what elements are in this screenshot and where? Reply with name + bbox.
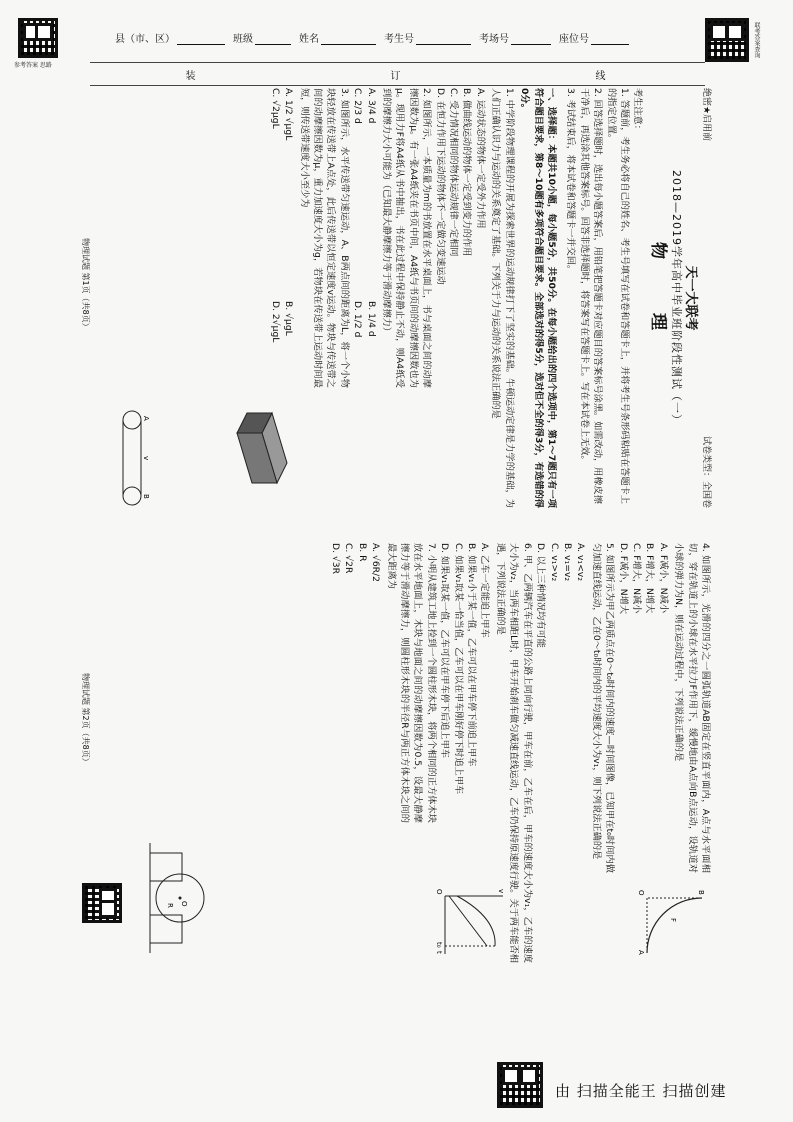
qr-code-inline — [82, 883, 122, 923]
option: C. 受力情况相同的物体运动规律一定相同 — [448, 88, 460, 257]
binding-char: 订 — [390, 70, 405, 82]
option: B. R — [356, 543, 368, 562]
field-seat-number[interactable]: 座位号 — [559, 30, 629, 45]
field-class[interactable]: 班级 — [233, 30, 291, 45]
option: A. v₁<v₂ — [575, 543, 587, 581]
field-county[interactable]: 县（市、区） — [115, 30, 225, 45]
option: B. F增大，N增大 — [644, 543, 656, 614]
binding-char: 装 — [185, 70, 200, 82]
qr-caption-left: 参考答案 思路 — [14, 62, 52, 69]
option: C. v₁>v₂ — [548, 543, 560, 582]
figure-label: O — [637, 890, 645, 896]
option: D. F减小，N增大 — [617, 543, 629, 615]
arc-track-figure — [637, 888, 707, 958]
confidential-label: 绝密★启用前 — [701, 88, 711, 142]
question-5-options — [534, 543, 588, 963]
field-exam-number[interactable]: 考生号 — [384, 30, 471, 45]
qr-code-query — [705, 18, 749, 62]
question-7-stem: 7. 小明从建筑工地上捡到一个圆柱形木块，将两个相同的正方体木块放在水平地面上，木块与地面之间的动摩擦因数为0.5，设最大静摩擦力等于滑动摩擦力，则圆柱形木块的半径R与两正方体木块之间的最大距离为 — [385, 543, 437, 823]
qr-caption-right: 联考答案查询 — [753, 22, 760, 58]
question-2-stem: 2. 如图所示，一本质量为m的书放置在水平桌面上，书与桌面之间的动摩擦因数为μ。有一张A4纸夹在书页中间，A4纸与书页间的动摩擦因数也为μ。现用力F将A4纸从书中抽出，书在此过程中保持静止不动，则A4纸受到的摩擦力大小可能为（已知最大静摩擦力等于滑动摩擦力） — [381, 88, 433, 388]
option: D. 如果v₁取某一值，乙车可以在甲车停下后追上甲车 — [439, 543, 451, 758]
option: C. √2R — [343, 543, 355, 574]
figure-label: A — [142, 416, 150, 421]
page-footer: 物理试题 第2页（共8页） — [81, 673, 90, 766]
scanner-qr-code — [497, 1062, 543, 1108]
option: C. 如果v₁取某一恰当值，乙车可以在甲车刚好停下时追上甲车 — [452, 543, 464, 795]
field-room-number[interactable]: 考场号 — [479, 30, 551, 45]
option: C. 2/3 d — [352, 88, 364, 124]
note-item: 1. 答题前，考生务必将自己的姓名、考生号填写在试卷和答题卡上，并将考生号条形码粘贴在答题卡上的指定位置。 — [605, 88, 630, 504]
option: A. 1/2 √μgL — [283, 88, 295, 141]
conveyor-figure — [112, 408, 152, 508]
question-2-options — [364, 88, 377, 508]
question-5-stem: 5. 如图所示为甲乙两质点在0～t₀时间内的速度—时间图像，已知甲在t₀时间内做匀加速直线运动，乙在0～t₀时间内的平均速度大小为v₁，则下列说法正确的是 — [590, 543, 616, 873]
notes-heading: 考生注意： — [632, 88, 644, 134]
figure-label: t — [435, 951, 443, 954]
option: B. √μgL — [283, 301, 295, 336]
book-figure — [232, 408, 292, 488]
figure-label: B — [142, 494, 150, 499]
question-6-stem: 6. 甲、乙两辆汽车在平直的公路上同向行驶，甲车在前，乙车在后，甲车的速度大小为v₁，乙车的速度大小为v₂，当两车相距L时，甲车开始刹车做匀减速直线运动，乙车仍保持原速度行驶。关于两车能否相遇，下列说法正确的是 — [494, 543, 533, 963]
question-7-options — [329, 543, 383, 963]
option: D. 在恒力作用下运动的物体不一定做匀变速运动 — [434, 88, 446, 285]
option: C. √2μgL — [269, 88, 281, 129]
option: A. 3/4 d — [365, 88, 377, 124]
velocity-time-graph — [437, 888, 507, 958]
option: A. 乙车一定能追上甲车 — [479, 543, 491, 638]
page-one — [81, 88, 712, 508]
binding-char: 线 — [595, 70, 610, 82]
question-4-stem: 4. 如图所示，光滑的四分之一圆弧轨道AB固定在竖直平面内，A点与水平面相切，穿在轨道上的小球在水平拉力F作用下，缓慢地由A点向B点运动，设轨道对小球的弹力为N，则在运动过程中，下列说法正确的是 — [673, 543, 711, 873]
option: D. 2√μgL — [269, 301, 281, 343]
student-info-fields — [115, 25, 675, 45]
option: A. F减小，N减小 — [657, 543, 669, 614]
option: B. 1/4 d — [365, 301, 377, 337]
subject-title: 物 理 — [647, 242, 668, 354]
exam-notes — [564, 88, 644, 508]
figure-label: A — [637, 950, 645, 955]
section-one-heading: 一、选择题：本题共10小题，每小题5分，共50分。在每小题给出的四个选项中，第1～7题只有一项符合题目要求，第8～10题有多项符合题目要求。全部选对的得5分，选对但不全的得3分，有选错的得0分。 — [519, 88, 557, 508]
figure-label: B — [697, 890, 705, 895]
figure-label: v — [497, 889, 505, 894]
paper-type: 试卷类型：全国卷 — [701, 435, 711, 508]
exam-page-rotated — [72, 88, 712, 968]
option: B. 做曲线运动的物体一定受到变力的作用 — [461, 88, 473, 257]
option: A. 运动状态的物体一定受外力作用 — [474, 88, 486, 229]
note-item: 2. 回答选择题时，选出每小题答案后，用铅笔把答题卡对应题目的答案标号涂黑。如需改动，用橡皮擦干净后，再选涂其他答案标号。回答非选择题时，将答案写在答题卡上。写在本试卷上无效。 — [578, 88, 604, 504]
exam-series: 天一大联考 — [682, 265, 698, 331]
question-3-stem: 3. 如图所示，水平传送带匀速运动，A、B两点间的距离为L，将一个小物块轻放在传送带上A点处，此后传送带以恒定速度v运动。物块与传送带之间的动摩擦因数为μ，重力加速度大小为g，若物块在传送带上运动时间最短，则传送带速度大小至少为 — [298, 88, 350, 388]
binding-line — [90, 62, 705, 86]
option: A. √6R/2 — [370, 543, 382, 582]
figure-label: F — [669, 918, 677, 923]
question-1-stem: 1. 中学阶段物理课程的开展为探索世界的运动规律打下了坚实的基础。牛顿运动定律是力学的基础，为人们正确认识力与运动的关系奠定了基础。下列关于力与运动的关系说法正确的是 — [490, 88, 515, 508]
option: B. v₁=v₂ — [561, 543, 573, 582]
page-two — [81, 543, 712, 963]
scanner-watermark: 由 扫描全能王 扫描创建 — [555, 1082, 727, 1100]
figure-label: R — [166, 903, 174, 908]
question-2-options-row2 — [351, 88, 364, 508]
figure-label: O — [435, 889, 443, 895]
figure-label: t₀ — [435, 942, 443, 948]
field-name[interactable]: 姓名 — [299, 30, 376, 45]
option: D. √3R — [330, 543, 342, 574]
exam-title: 2018—2019学年高中毕业班阶段性测试（一） — [670, 170, 684, 426]
figure-label: O — [180, 901, 188, 907]
note-item: 3. 考试结束后，将本试卷和答题卡一并交回。 — [565, 88, 577, 275]
qr-code-answers — [18, 18, 58, 58]
cylinder-blocks-figure — [142, 843, 212, 953]
option: D. 以上三种情况均有可能 — [535, 543, 547, 648]
question-1-options — [433, 88, 487, 508]
figure-label: v — [142, 456, 150, 461]
option: D. 1/2 d — [352, 301, 364, 338]
option: B. 如果v₁小于某一值，乙车可以在甲车停下前追上甲车 — [466, 543, 478, 767]
page-footer: 物理试题 第1页（共8页） — [81, 238, 90, 331]
option: C. F增大，N减小 — [630, 543, 642, 614]
